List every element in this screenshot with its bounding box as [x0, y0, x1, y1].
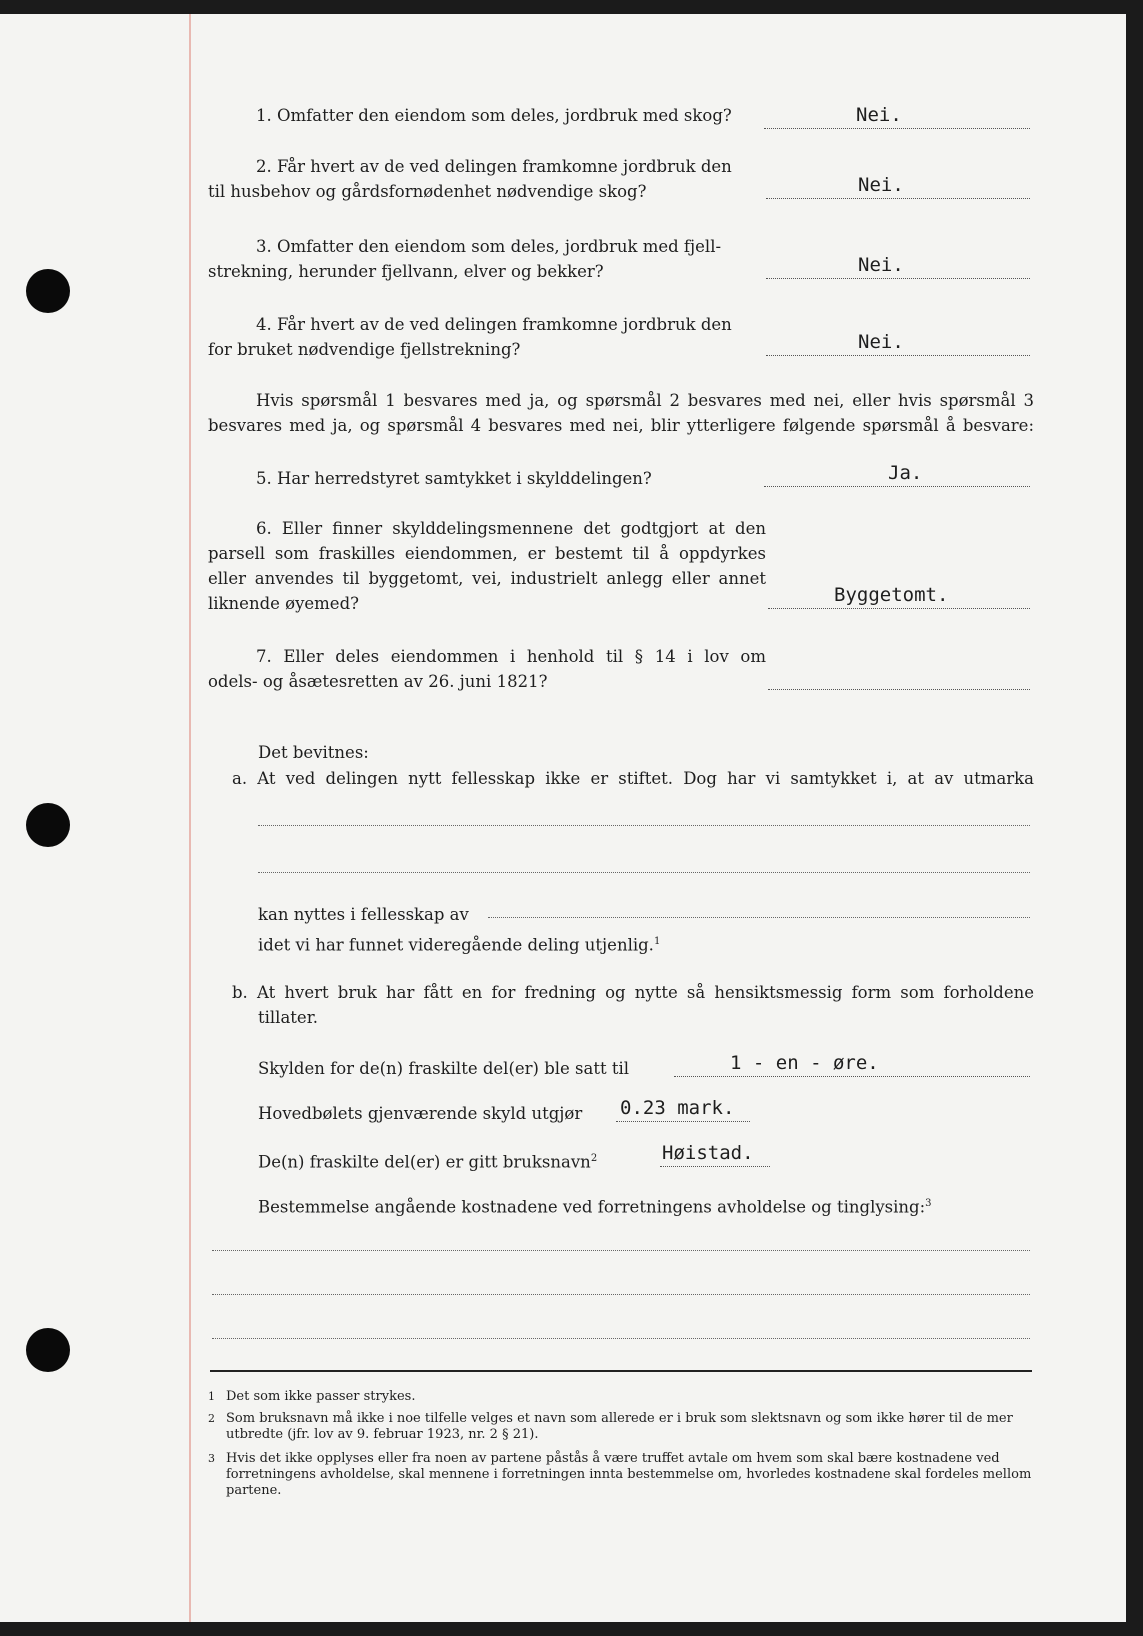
condition-text-line-1: Hvis spørsmål 1 besvares med ja, og spørsmål 2 besvares med nei, eller hvis spørsmål 3: [256, 391, 1034, 410]
question-5-text: 5. Har herredstyret samtykket i skylddelingen?: [256, 469, 652, 488]
hovedbol-label: Hovedbølets gjenværende skyld utgjør: [258, 1104, 583, 1123]
outfield-blank-line-1[interactable]: [258, 824, 1030, 826]
question-2-line-1: 2. Får hvert av de ved delingen framkomne jordbruk den: [256, 157, 732, 176]
question-6-answer[interactable]: Byggetomt.: [768, 584, 1030, 609]
question-5-answer[interactable]: Ja.: [764, 462, 1030, 487]
question-4-answer[interactable]: Nei.: [766, 331, 1030, 356]
witness-a-text: a. At ved delingen nytt fellesskap ikke er stiftet. Dog har vi samtykket i, at av utmarka: [232, 769, 1034, 788]
hovedbol-value[interactable]: 0.23 mark.: [616, 1097, 750, 1122]
witness-b-line-1: b. At hvert bruk har fått en for fredning og nytte så hensiktsmessig form som forholdene: [232, 983, 1034, 1002]
footnote-2: 2 Som bruksnavn må ikke i noe tilfelle velges et navn som allerede er i bruk som slektsnavn og som ikke hører til de mer utbredte (jfr. lov av 9. februar 1923, nr. 2 § 21).: [208, 1411, 1013, 1442]
question-6-line-2: parsell som fraskilles eiendommen, er bestemt til å oppdyrkes: [208, 544, 766, 563]
witness-b-line-2: tillater.: [258, 1008, 319, 1027]
witness-heading: Det bevitnes:: [258, 743, 369, 762]
punch-hole: [26, 803, 70, 847]
footnote-1: 1 Det som ikke passer strykes.: [208, 1389, 416, 1404]
kostnader-blank-line-1[interactable]: [212, 1249, 1030, 1251]
question-3-answer[interactable]: Nei.: [766, 254, 1030, 279]
shared-use-note: idet vi har funnet videregående deling utjenlig.$^1$: [258, 935, 661, 955]
question-3-line-1: 3. Omfatter den eiendom som deles, jordbruk med fjell-: [256, 237, 722, 256]
question-1-answer[interactable]: Nei.: [764, 104, 1030, 129]
kostnader-label: Bestemmelse angående kostnadene ved forretningens avholdelse og tinglysing:$^3$: [258, 1197, 932, 1217]
kostnader-blank-line-2[interactable]: [212, 1293, 1030, 1295]
bruksnavn-label: De(n) fraskilte del(er) er gitt bruksnavn$^2$: [258, 1152, 598, 1172]
question-7-line-1: 7. Eller deles eiendommen i henhold til § 14 i lov om: [256, 647, 766, 666]
outfield-blank-line-2[interactable]: [258, 871, 1030, 873]
question-7-answer[interactable]: [768, 665, 1030, 690]
document-page: [0, 14, 1126, 1622]
shared-use-blank-line[interactable]: [488, 916, 1030, 918]
footnote-ref: 1: [653, 936, 661, 947]
punch-hole: [26, 1328, 70, 1372]
question-6-line-3: eller anvendes til byggetomt, vei, industrielt anlegg eller annet: [208, 569, 766, 588]
question-1-text: 1. Omfatter den eiendom som deles, jordbruk med skog?: [256, 106, 732, 125]
shared-use-label: kan nyttes i fellesskap av: [258, 905, 469, 924]
question-7-line-2: odels- og åsætesretten av 26. juni 1821?: [208, 672, 548, 691]
kostnader-blank-line-3[interactable]: [212, 1337, 1030, 1339]
question-4-line-1: 4. Får hvert av de ved delingen framkomne jordbruk den: [256, 315, 732, 334]
question-2-line-2: til husbehov og gårdsfornødenhet nødvendige skog?: [208, 182, 647, 201]
margin-line: [189, 14, 191, 1622]
question-2-answer[interactable]: Nei.: [766, 174, 1030, 199]
skyld-label: Skylden for de(n) fraskilte del(er) ble satt til: [258, 1059, 630, 1078]
footnote-3: 3 Hvis det ikke opplyses eller fra noen av partene påstås å være truffet avtale om hvem som skal bære kostnadene ved forretningens avholdelse, skal mennene i forretningen innta bestemmelse om, hvorledes kostnadene skal fordeles mellom partene.: [208, 1451, 1032, 1498]
skyld-value[interactable]: 1 - en - øre.: [674, 1052, 1030, 1077]
question-6-line-4: liknende øyemed?: [208, 594, 359, 613]
footnote-ref: 2: [590, 1153, 598, 1164]
question-6-line-1: 6. Eller finner skylddelingsmennene det godtgjort at den: [256, 519, 766, 538]
footnote-separator: [210, 1370, 1032, 1372]
footnote-ref: 3: [925, 1198, 932, 1209]
question-4-line-2: for bruket nødvendige fjellstrekning?: [208, 340, 521, 359]
punch-hole: [26, 269, 70, 313]
question-3-line-2: strekning, herunder fjellvann, elver og bekker?: [208, 262, 604, 281]
condition-text-line-2: besvares med ja, og spørsmål 4 besvares med nei, blir ytterligere følgende spørsmål å besvare:: [208, 416, 1034, 435]
bruksnavn-value[interactable]: Høistad.: [660, 1142, 770, 1167]
